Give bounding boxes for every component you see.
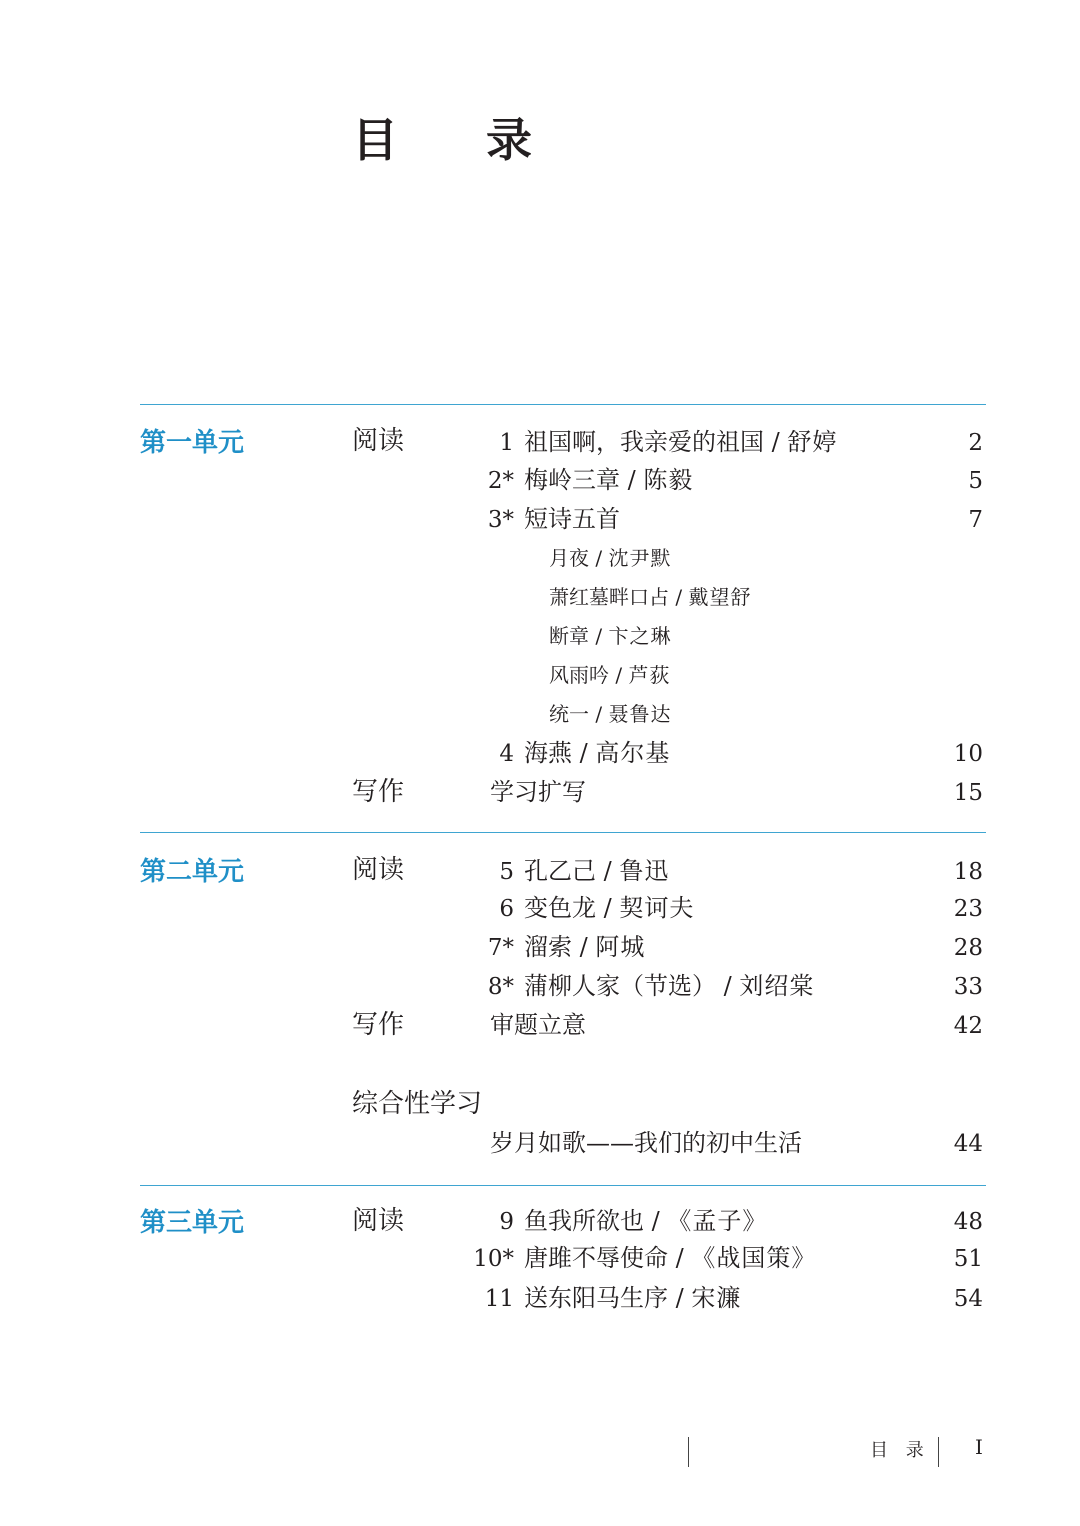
entry-title: 梅岭三章 <box>524 466 620 494</box>
sub-entry-author: 芦荻 <box>628 663 671 687</box>
entry-author: 阿城 <box>595 933 646 961</box>
entry-title-line: 变色龙 / 契诃夫 <box>524 894 695 922</box>
entry-number: 4 <box>499 741 514 767</box>
page-title: 目 录 <box>352 113 569 167</box>
entry-page: 28 <box>953 935 983 961</box>
sub-entry[interactable]: 断章 / 卞之琳 <box>549 624 672 648</box>
entry-page: 5 <box>968 468 983 494</box>
section-label-writing: 写作 <box>352 1010 405 1040</box>
entry-title-line: 祖国啊，我亲爱的祖国 / 舒婷 <box>524 428 838 456</box>
entry-author: 高尔基 <box>595 739 671 767</box>
sub-entry[interactable]: 月夜 / 沈尹默 <box>549 546 672 570</box>
sub-entry[interactable]: 风雨吟 / 芦荻 <box>549 663 671 687</box>
unit-label: 第三单元 <box>140 1208 245 1238</box>
entry-page: 18 <box>953 859 983 885</box>
entry-title: 唐雎不辱使命 <box>524 1244 668 1272</box>
sub-entry-author: 聂鲁达 <box>608 702 672 726</box>
entry-author: 宋濂 <box>691 1284 742 1312</box>
entry-title: 蒲柳人家（节选） <box>524 972 716 1000</box>
entry-page: 23 <box>953 896 983 922</box>
entry-title-line: 蒲柳人家（节选） / 刘绍棠 <box>524 972 815 1000</box>
unit-label: 第一单元 <box>140 428 245 458</box>
entry-number: 7* <box>487 935 514 961</box>
footer-rule <box>688 1437 689 1467</box>
entry-number: 3* <box>487 507 514 533</box>
entry-title-line: 海燕 / 高尔基 <box>524 739 671 767</box>
entry-title: 送东阳马生序 <box>524 1284 668 1312</box>
entry-title: 变色龙 <box>524 894 596 922</box>
entry-page: 7 <box>968 507 983 533</box>
sub-entry-title: 断章 <box>549 624 589 648</box>
entry-title-line: 唐雎不辱使命 / 《战国策》 <box>524 1244 817 1272</box>
entry-page: 10 <box>953 741 983 767</box>
entry-title-line: 梅岭三章 / 陈毅 <box>524 466 694 494</box>
writing-title: 审题立意 <box>490 1011 586 1039</box>
entry-author: 鲁迅 <box>619 857 670 885</box>
entry-author: 《战国策》 <box>691 1244 817 1272</box>
entry-title: 祖国啊，我亲爱的祖国 <box>524 428 764 456</box>
section-label-reading: 阅读 <box>352 426 405 456</box>
entry-page: 51 <box>953 1246 983 1272</box>
sub-entry-title: 风雨吟 <box>549 663 609 687</box>
entry-page: 48 <box>953 1209 983 1235</box>
unit-label: 第二单元 <box>140 857 245 887</box>
entry-page: 2 <box>968 430 983 456</box>
writing-title: 学习扩写 <box>490 778 586 806</box>
sub-entry-title: 统一 <box>549 702 589 726</box>
entry-page: 44 <box>953 1131 983 1157</box>
entry-number: 9 <box>499 1209 514 1235</box>
entry-author: 契诃夫 <box>619 894 695 922</box>
footer-rule <box>938 1437 939 1467</box>
footer-label: 目 录 <box>870 1440 930 1461</box>
entry-number: 5 <box>499 859 514 885</box>
entry-author: 舒婷 <box>787 428 838 456</box>
sub-entry[interactable]: 萧红墓畔口占 / 戴望舒 <box>549 585 752 609</box>
sub-entry-author: 戴望舒 <box>688 585 752 609</box>
entry-number: 6 <box>499 896 514 922</box>
entry-number: 10* <box>473 1246 514 1272</box>
entry-author: 陈毅 <box>643 466 694 494</box>
entry-number: 8* <box>487 974 514 1000</box>
entry-page: 33 <box>953 974 983 1000</box>
entry-number: 2* <box>487 468 514 494</box>
entry-title: 鱼我所欲也 <box>524 1207 644 1235</box>
sub-entry[interactable]: 统一 / 聂鲁达 <box>549 702 672 726</box>
entry-title: 孔乙己 <box>524 857 596 885</box>
section-label-integrated: 综合性学习 <box>352 1089 483 1119</box>
entry-title-line: 溜索 / 阿城 <box>524 933 646 961</box>
entry-number: 1 <box>499 430 514 456</box>
entry-page: 54 <box>953 1286 983 1312</box>
entry-author: 《孟子》 <box>667 1207 768 1235</box>
integrated-title: 岁月如歌——我们的初中生活 <box>490 1129 802 1157</box>
entry-title-line: 鱼我所欲也 / 《孟子》 <box>524 1207 768 1235</box>
entry-title: 溜索 <box>524 933 572 961</box>
sub-entry-author: 沈尹默 <box>608 546 672 570</box>
section-label-reading: 阅读 <box>352 1206 405 1236</box>
section-label-reading: 阅读 <box>352 855 405 885</box>
entry-title: 海燕 <box>524 739 572 767</box>
section-label-writing: 写作 <box>352 777 405 807</box>
unit-divider <box>140 832 986 833</box>
unit-divider <box>140 1185 986 1186</box>
entry-title-line: 孔乙己 / 鲁迅 <box>524 857 670 885</box>
unit-divider <box>140 404 986 405</box>
entry-page: 15 <box>953 780 983 806</box>
footer-page-number: I <box>975 1435 989 1459</box>
entry-author: 刘绍棠 <box>739 972 815 1000</box>
sub-entry-title: 萧红墓畔口占 <box>549 585 669 609</box>
sub-entry-title: 月夜 <box>549 546 589 570</box>
entry-title: 短诗五首 <box>524 505 620 533</box>
entry-page: 42 <box>953 1013 983 1039</box>
entry-title-line: 送东阳马生序 / 宋濂 <box>524 1284 742 1312</box>
sub-entry-author: 卞之琳 <box>608 624 672 648</box>
entry-number: 11 <box>484 1286 514 1312</box>
